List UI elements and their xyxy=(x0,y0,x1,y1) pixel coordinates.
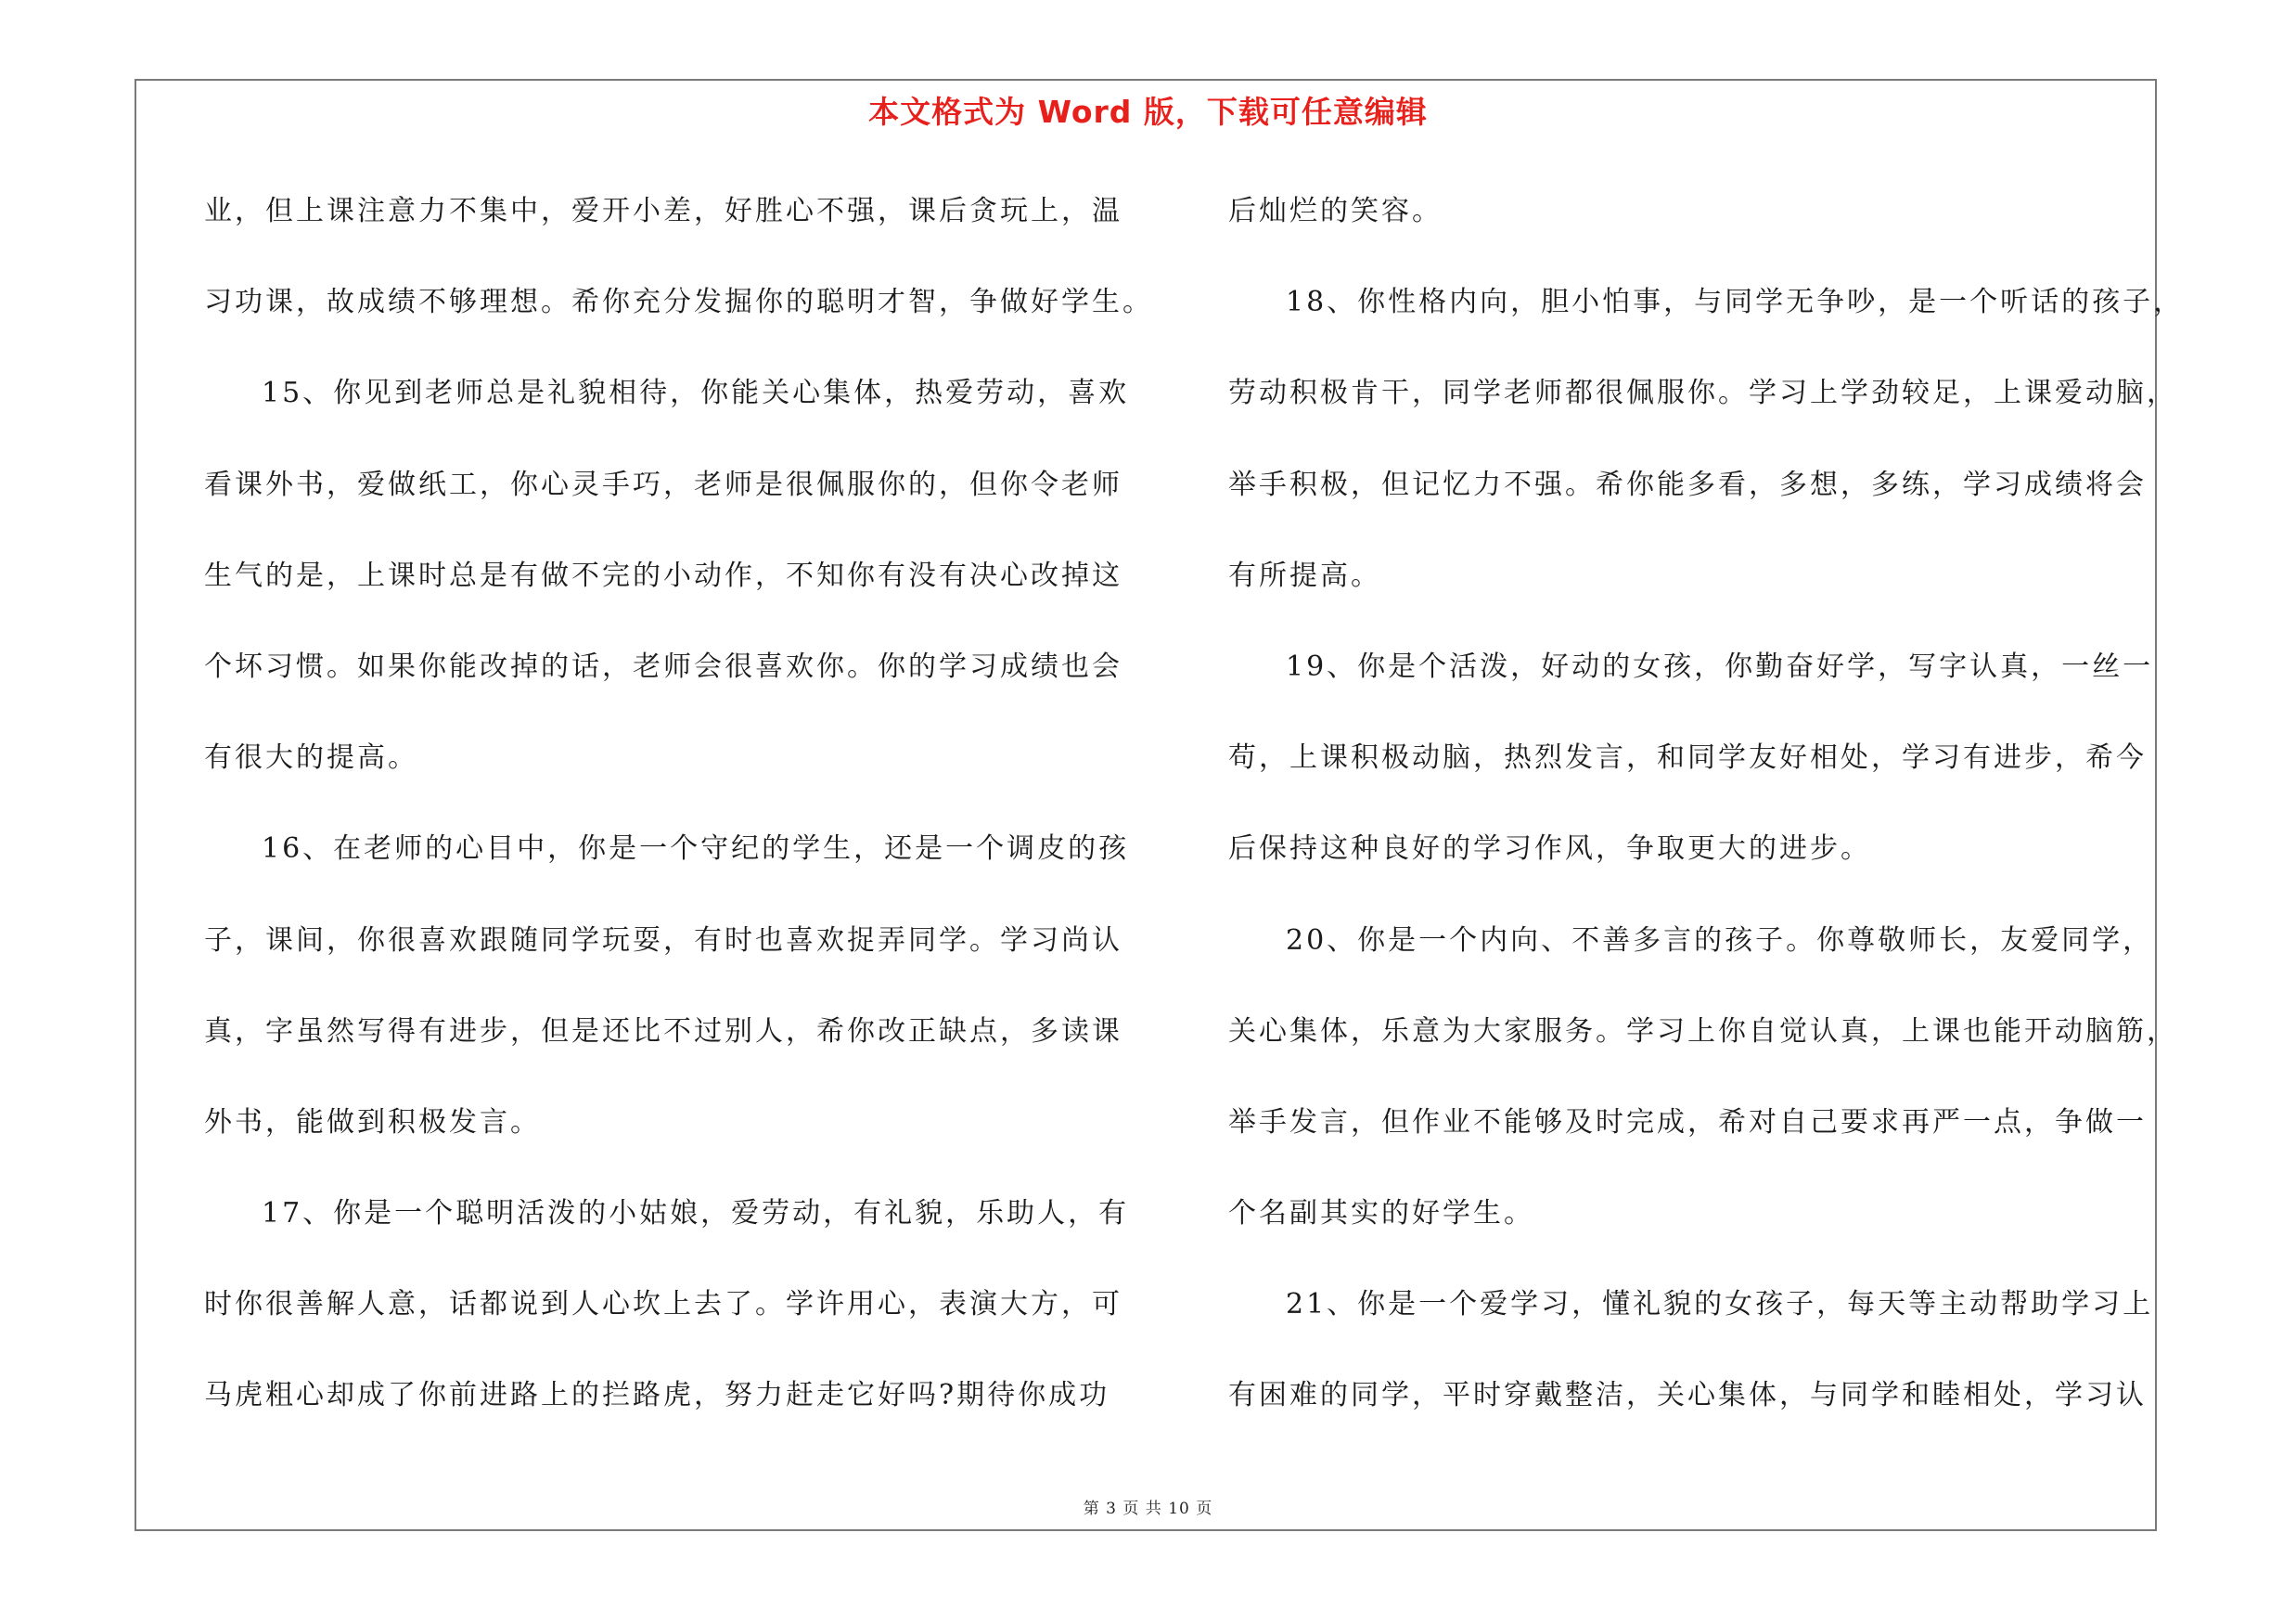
text-line: 17、你是一个聪明活泼的小姑娘，爱劳动，有礼貌，乐助人，有 xyxy=(262,1197,1130,1230)
text-line: 劳动积极肯干，同学老师都很佩服你。学习上学劲较足，上课爱动脑， xyxy=(1228,377,2177,410)
text-line: 有困难的同学，平时穿戴整洁，关心集体，与同学和睦相处，学习认 xyxy=(1228,1379,2147,1412)
text-line: 关心集体，乐意为大家服务。学习上你自觉认真，上课也能开动脑筋， xyxy=(1228,1014,2177,1048)
text-line: 真，字虽然写得有进步，但是还比不过别人，希你改正缺点，多读课 xyxy=(204,1014,1122,1048)
text-line: 后灿烂的笑容。 xyxy=(1228,195,1443,227)
text-line: 15、你见到老师总是礼貌相待，你能关心集体，热爱劳动，喜欢 xyxy=(262,377,1130,410)
text-line: 后保持这种良好的学习作风，争取更大的进步。 xyxy=(1228,832,1871,866)
text-line: 有很大的提高。 xyxy=(204,741,418,775)
text-line: 苟，上课积极动脑，热烈发言，和同学友好相处，学习有进步，希今 xyxy=(1228,741,2147,775)
text-line: 个名副其实的好学生。 xyxy=(1228,1197,1534,1230)
text-line: 时你很善解人意，话都说到人心坎上去了。学许用心，表演大方，可 xyxy=(204,1288,1122,1321)
page-number: 第 3 页 共 10 页 xyxy=(1083,1500,1213,1518)
text-line: 子，课间，你很喜欢跟随同学玩耍，有时也喜欢捉弄同学。学习尚认 xyxy=(204,923,1122,957)
text-line: 有所提高。 xyxy=(1228,559,1381,592)
format-banner: 本文格式为 Word 版，下载可任意编辑 xyxy=(868,94,1428,130)
left-text-column xyxy=(204,182,1153,1458)
text-line: 20、你是一个内向、不善多言的孩子。你尊敬师长，友爱同学， xyxy=(1286,923,2154,957)
text-line: 习功课，故成绩不够理想。希你充分发掘你的聪明才智，争做好学生。 xyxy=(204,286,1153,319)
text-line: 看课外书，爱做纸工，你心灵手巧，老师是很佩服你的，但你令老师 xyxy=(204,468,1122,501)
text-line: 21、你是一个爱学习，懂礼貌的女孩子，每天等主动帮助学习上 xyxy=(1286,1288,2154,1321)
text-line: 举手发言，但作业不能够及时完成，希对自己要求再严一点，争做一 xyxy=(1228,1105,2147,1139)
text-line: 业，但上课注意力不集中，爱开小差，好胜心不强，课后贪玩上，温 xyxy=(204,195,1122,227)
text-line: 个坏习惯。如果你能改掉的话，老师会很喜欢你。你的学习成绩也会 xyxy=(204,650,1122,683)
text-line: 外书，能做到积极发言。 xyxy=(204,1105,541,1139)
text-line: 16、在老师的心目中，你是一个守纪的学生，还是一个调皮的孩 xyxy=(262,832,1130,866)
text-line: 举手积极，但记忆力不强。希你能多看，多想，多练，学习成绩将会 xyxy=(1228,468,2147,501)
text-line: 19、你是个活泼，好动的女孩，你勤奋好学，写字认真，一丝一 xyxy=(1286,650,2154,683)
text-line: 18、你性格内向，胆小怕事，与同学无争吵，是一个听话的孩子， xyxy=(1286,286,2185,319)
text-line: 马虎粗心却成了你前进路上的拦路虎，努力赶走它好吗?期待你成功 xyxy=(204,1379,1110,1412)
text-line: 生气的是，上课时总是有做不完的小动作，不知你有没有决心改掉这 xyxy=(204,559,1122,592)
right-text-column xyxy=(1228,182,2185,1458)
